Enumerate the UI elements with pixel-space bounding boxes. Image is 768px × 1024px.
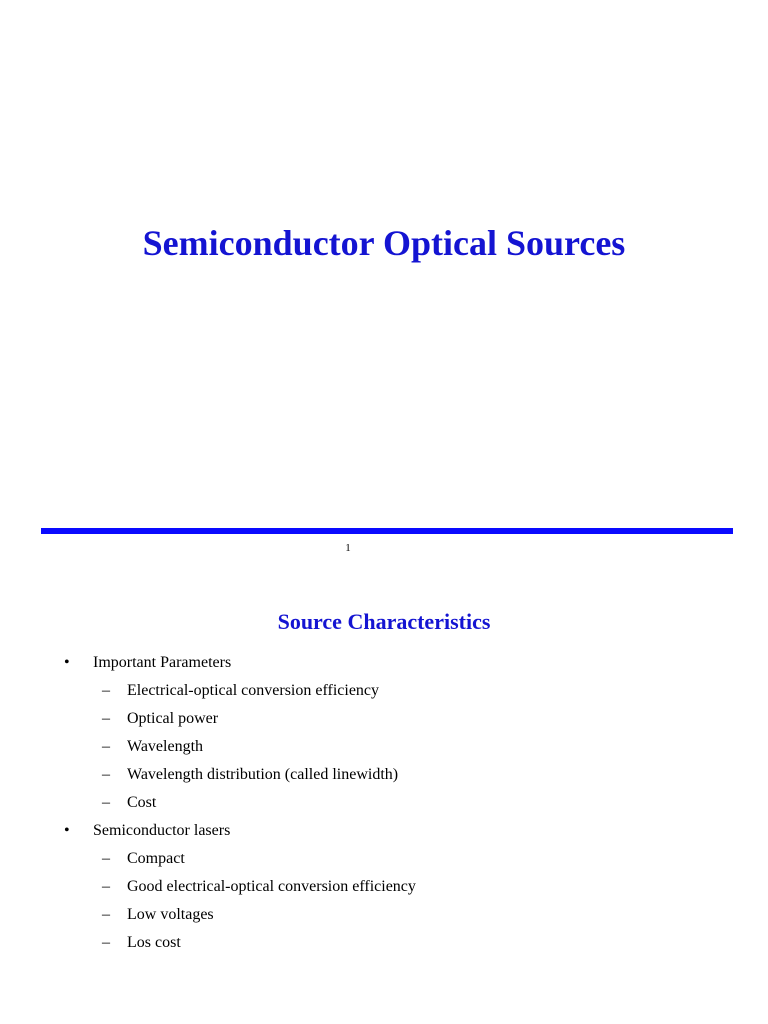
sub-item-text: Wavelength distribution (called linewidth) <box>127 766 399 783</box>
sub-item-text: Wavelength <box>127 738 204 755</box>
bullet-marker: • <box>64 822 70 839</box>
dash-marker: – <box>102 710 110 727</box>
dash-marker: – <box>102 766 110 783</box>
bullet-group <box>0 649 768 817</box>
sub-item-text: Good electrical-optical conversion efficiency <box>127 878 416 895</box>
slide-title: Semiconductor Optical Sources <box>142 223 626 263</box>
sub-item <box>0 901 768 929</box>
bullet-text: Important Parameters <box>93 654 232 671</box>
sub-item-text: Low voltages <box>127 906 214 923</box>
dash-marker: – <box>102 934 110 951</box>
dash-marker: – <box>102 794 110 811</box>
sub-item <box>0 761 768 789</box>
sub-item <box>0 677 768 705</box>
page-number: 1 <box>345 542 351 554</box>
sub-item-text: Compact <box>127 850 185 867</box>
bullet-marker: • <box>64 654 70 671</box>
sub-item-text: Electrical-optical conversion efficiency <box>127 682 380 699</box>
bullet-list <box>0 649 768 957</box>
dash-marker: – <box>102 682 110 699</box>
bullet-item <box>0 817 768 845</box>
sub-item <box>0 789 768 817</box>
sub-item <box>0 845 768 873</box>
dash-marker: – <box>102 878 110 895</box>
bullet-group <box>0 817 768 957</box>
dash-marker: – <box>102 906 110 923</box>
bullet-text: Semiconductor lasers <box>93 822 231 839</box>
dash-marker: – <box>102 738 110 755</box>
sub-item <box>0 873 768 901</box>
sub-item <box>0 705 768 733</box>
sub-item <box>0 929 768 957</box>
sub-item <box>0 733 768 761</box>
bullet-item <box>0 649 768 677</box>
dash-marker: – <box>102 850 110 867</box>
sub-list <box>0 845 768 957</box>
section-title: Source Characteristics <box>277 609 491 634</box>
divider-line <box>41 528 733 534</box>
sub-list <box>0 677 768 817</box>
sub-item-text: Optical power <box>127 710 219 727</box>
sub-item-text: Cost <box>127 794 157 811</box>
sub-item-text: Los cost <box>127 934 181 951</box>
